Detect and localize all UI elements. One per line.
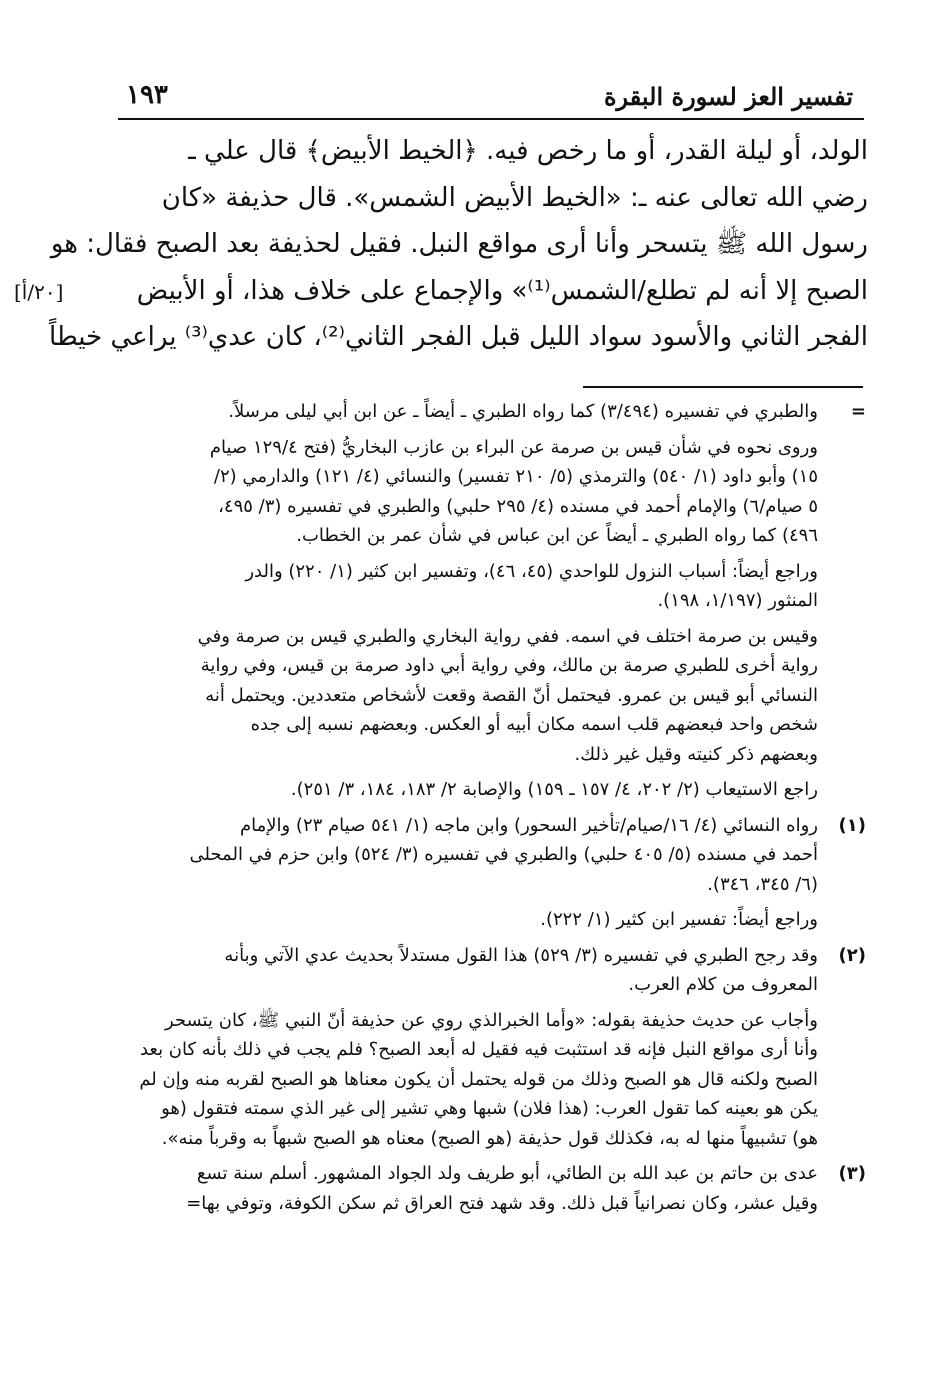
footnote-line: رواه النسائي (٤/ ١٦/صيام/تأخير السحور) وابن ماجه (١/ ٥٤١ صيام ٢٣) والإمام [239,814,818,836]
footnote-marker: (٣) [838,1163,866,1184]
footnote-line: وبعضهم ذكر كنيته وقيل غير ذلك. [574,743,818,765]
main-text [49,128,868,361]
footnote-marker: = [850,401,866,422]
running-title: تفسير العز لسورة البقرة [603,82,853,111]
footnote-line: وروى نحوه في شأن قيس بن صرمة عن البراء بن عازب البخاريُّ (فتح ١٢٩/٤ صيام [209,436,818,458]
page-header [118,78,863,118]
footnote-line: وأجاب عن حديث حذيفة بقوله: «وأما الخبرالذي روي عن حذيفة أنّ النبي ﷺ، كان يتسحر [164,1009,818,1031]
footnote-line: وقيل عشر، وكان نصرانياً قبل ذلك. وقد شهد فتح العراق ثم سكن الكوفة، وتوفي بها= [186,1192,818,1214]
footnote-block [80,1159,872,1218]
header-rule [118,118,864,120]
footnote-block [80,811,872,900]
footnote-line: والطبري في تفسيره (٣/٤٩٤) كما رواه الطبري ـ أيضاً ـ عن ابن أبي ليلى مرسلاً. [228,401,818,422]
footnote-line: وقد رجح الطبري في تفسيره (٣/ ٥٢٩) هذا القول مستدلاً بحديث عدي الآتي وبأنه [224,944,818,966]
footnote-block [80,557,872,616]
footnote-line: (٦/ ٣٤٥، ٣٤٦). [707,873,818,895]
footnote-line: شخص واحد فبعضهم قلب اسمه مكان أبيه أو العكس. وبعضهم نسبه إلى جده [250,714,818,735]
page-number: ١٩٣ [126,80,168,110]
footnote-line: الصبح ولكنه قال هو الصبح وذلك من قوله يحتمل أن يكون معناها هو الصبح لقربه منه وإن لم [139,1068,818,1090]
footnote-line: المنثور (١/١٩٧، ١٩٨). [657,590,818,611]
footnote-block [80,622,872,770]
footnote-line: ١٥) وأبو داود (١/ ٥٤٠) والترمذي (٥/ ٢١٠ تفسير) والنسائي (٤/ ١٢١) والدارمي (٢/ [213,466,818,487]
footnote-line: وأنا أرى مواقع النبل فإنه قد استثبت فيه فقيل له أبعد الصبح؟ فلم يجب في ذلك بأنه كان بعد [139,1039,818,1060]
footnote-line: رواية أخرى للطبري صرمة بن مالك، وفي رواية أبي داود صرمة بن قيس، وفي رواية [200,655,818,676]
main-text-line: رسول الله ﷺ يتسحر وأنا أرى مواقع النبل. فقيل لحذيفة بعد الصبح فقال: هو [50,229,868,259]
footnote-block [80,775,872,805]
footnote-block [80,905,872,935]
footnote-line: راجع الاستيعاب (٢/ ٢٠٢، ٤/ ١٥٧ ـ ١٥٩) والإصابة ٢/ ١٨٣، ١٨٤، ٣/ ٢٥١). [290,779,818,800]
footnote-line: أحمد في مسنده (٥/ ٤٠٥ حلبي) والطبري في تفسيره (٣/ ٥٢٤) وابن حزم في المحلى [189,844,818,865]
footnote-line: ٥ صيام/٦) والإمام أحمد في مسنده (٤/ ٢٩٥ حلبي) والطبري في تفسيره (٣/ ٤٩٥، [218,495,818,517]
footnote-separator [583,386,863,388]
main-text-line: الصبح إلا أنه لم تطلع/الشمس⁽¹⁾» والإجماع على خلاف هذا، أو الأبيض [136,275,868,306]
footnote-block [80,397,872,427]
footnote-line: النسائي أبو قيس بن عمرو. فيحتمل أنّ القصة وقعت لأشخاص متعددين. ويحتمل أنه [205,684,818,706]
footnote-marker: (١) [838,814,866,836]
footnote-line: وقيس بن صرمة اختلف في اسمه. ففي رواية البخاري والطبري قيس بن صرمة وفي [197,625,818,647]
main-text-line: الولد، أو ليلة القدر، أو ما رخص فيه. ﴿الخيط الأبيض﴾ قال علي ـ [188,136,868,166]
footnote-marker: (٢) [838,944,866,966]
footnote-line: ٤٩٦) كما رواه الطبري ـ أيضاً عن ابن عباس في شأن عمر بن الخطاب. [296,525,818,546]
footnotes [80,397,872,1224]
footnote-block [80,941,872,1000]
footnote-line: يكن هو بعينه كما تقول العرب: (هذا فلان) شبها وهي تشير إلى غير الذي سمته فتقول (هو [161,1098,818,1119]
footnote-line: عدى بن حاتم بن عبد الله بن الطائي، أبو طريف ولد الجواد المشهور. أسلم سنة تسع [196,1163,818,1184]
footnote-line: المعروف من كلام العرب. [628,974,818,995]
footnote-block [80,1006,872,1154]
footnote-line: هو) تشبيهاً منها له به، فكذلك قول حذيفة (هو الصبح) معناه هو الصبح شبهاً به وقرباً منه». [161,1127,818,1149]
footnote-line: وراجع أيضاً: تفسير ابن كثير (١/ ٢٢٢). [540,909,818,930]
manuscript-folio-reference: [٢٠/أ] [14,280,64,304]
main-text-line: رضي الله تعالى عنه ـ: «الخيط الأبيض الشمس». قال حذيفة «كان [161,182,868,213]
footnote-line: وراجع أيضاً: أسباب النزول للواحدي (٤٥، ٤٦)، وتفسير ابن كثير (١/ ٢٢٠) والدر [245,560,818,582]
footnote-block [80,433,872,551]
main-text-line: الفجر الثاني والأسود سواد الليل قبل الفجر الثاني⁽²⁾، كان عدي⁽³⁾ يراعي خيطاً [49,322,868,352]
